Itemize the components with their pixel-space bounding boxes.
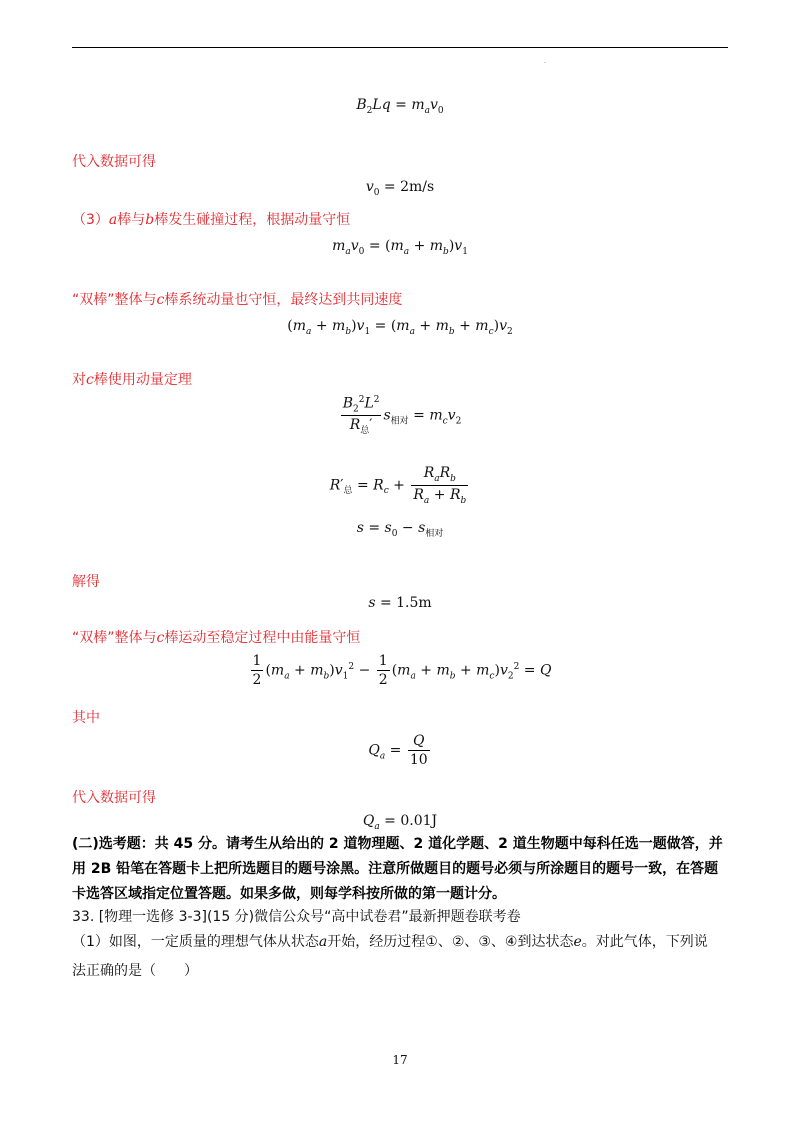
question-part1: （1）如图，一定质量的理想气体从状态a开始，经历过程①、②、③、④到达状态e。对此气体，下列说 bbox=[72, 934, 708, 950]
question-part1-line2: 法正确的是（ ） bbox=[72, 963, 198, 979]
equation-qa-result: $Q_a = 0.01J$ bbox=[362, 813, 438, 832]
equation-total-resistance: $R'_总 = R_c$ + $\frac{R_aR_b}{R_a + R_b}$ bbox=[329, 465, 467, 506]
header-rule bbox=[72, 47, 728, 48]
equation-energy: $\frac{1}{2}$ $(m_a + m_b)v_1^2$ − $\frac{1}{2}$ $(m_a + m_b + m_c)v_2^2 = Q$ bbox=[252, 653, 552, 688]
equation-common-velocity: $(m_a + m_b)v_1 = (m_a + m_b + m_c)v_2$ bbox=[287, 318, 513, 337]
question-title: 33. [物理一选修 3-3](15 分)微信公众号“高中试卷君”最新押题卷联考卷 bbox=[72, 909, 521, 925]
equation-impulse: $B_2Lq = m_av_0$ bbox=[356, 97, 444, 116]
text-double-rod-momentum: “双棒”整体与c棒系统动量也守恒，最终达到共同速度 bbox=[72, 292, 403, 308]
equation-v0: $v_0 = 2m/s$ bbox=[365, 179, 435, 198]
text-substitute-1: 代入数据可得 bbox=[72, 154, 156, 170]
text-substitute-2: 代入数据可得 bbox=[72, 790, 156, 806]
text-part3: （3）a棒与b棒发生碰撞过程，根据动量守恒 bbox=[72, 212, 351, 228]
equation-momentum-theorem: $\frac{B_2^2L^2}{R_总'}$ $s_{相对} = m_cv_2$ bbox=[342, 395, 462, 437]
section-heading: (二)选考题：共 45 分。请考生从给出的 2 道物理题、2 道化学题、2 道生物题中每科任选一题做答，并用 2B 铅笔在答题卡上把所选题目的题号涂黑。注意所做题目的题号必须与所涂题目的题号一致，在答题卡选答区域指定位置答题。如果多做，则每学科按所做的第一题计分。 bbox=[72, 836, 723, 902]
equation-collision: $m_av_0 = (m_a + m_b)v_1$ bbox=[332, 238, 468, 257]
text-solve: 解得 bbox=[72, 574, 100, 590]
equation-s-result: s = 1.5m bbox=[368, 595, 432, 611]
header-dot: . bbox=[544, 58, 546, 65]
equation-displacement: $s = s_0 - s_{相对}$ bbox=[356, 520, 444, 539]
text-where: 其中 bbox=[72, 710, 100, 726]
equation-qa: $Q_a$ = $\frac{Q}{10}$ bbox=[368, 733, 428, 768]
text-momentum-theorem: 对c棒使用动量定理 bbox=[72, 372, 192, 388]
text-energy-conservation: “双棒”整体与c棒运动至稳定过程中由能量守恒 bbox=[72, 630, 361, 646]
page-number: 17 bbox=[392, 1053, 408, 1067]
